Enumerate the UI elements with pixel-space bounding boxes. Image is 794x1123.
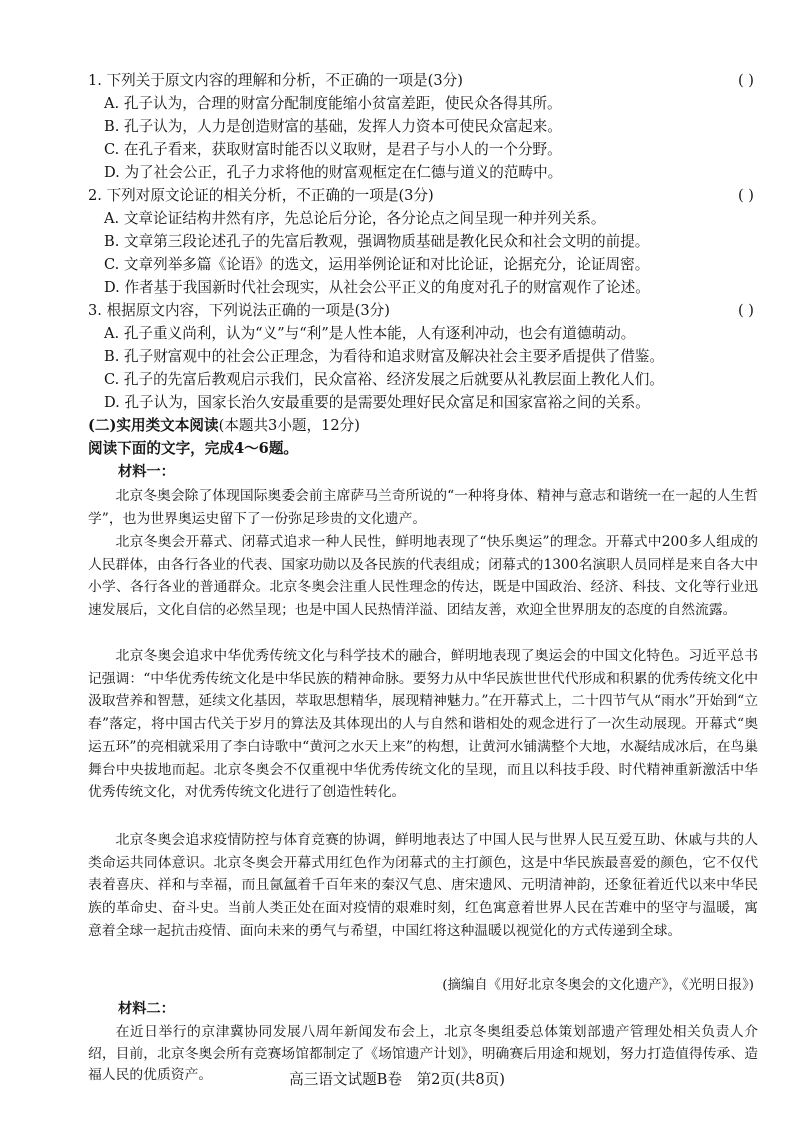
answer-bracket: ( ) bbox=[737, 187, 754, 204]
q3-option-b: B. 孔子财富观中的社会公正理念，为看待和追求财富及解决社会主要矛盾提供了借鉴。 bbox=[104, 348, 664, 365]
q1-option-d: D. 为了社会公正，孔子力求将他的财富观框定在仁德与道义的范畴中。 bbox=[104, 164, 563, 181]
q1-option-b: B. 孔子认为，人力是创造财富的基础，发挥人力资本可使民众富起来。 bbox=[104, 118, 562, 135]
material1-paragraph-4: 北京冬奥会追求疫情防控与体育竞赛的协调，鲜明地表达了中国人民与世界人民互爱互助、休戚与共的人类命运共同体意识。北京冬奥会开幕式用红色作为闭幕式的主打颜色，这是中华民族最喜爱的颜色，它不仅代表着喜庆、祥和与幸福，而且氤氲着千百年来的秦汉气息、唐宋遗风、元明清神韵，还象征着近代以来中华民族的革命史、奋斗史。当前人类正处在面对疫情的艰难时刻，红色寓意着世界人民在苦难中的坚守与温暖，寓意着全球一起抗击疫情、面向未来的勇气与希望，中国红将这种温暖以视觉化的方式传递到全球。 bbox=[88, 832, 758, 939]
q2-option-b: B. 文章第三段论述孔子的先富后教观，强调物质基础是教化民众和社会文明的前提。 bbox=[104, 233, 650, 250]
q3-option-d: D. 孔子认为，国家长治久安最重要的是需要处理好民众富足和国家富裕之间的关系。 bbox=[104, 394, 650, 411]
material2-paragraph: 在近日举行的京津冀协同发展八周年新闻发布会上，北京冬奥组委总体策划部遗产管理处相关负责人介绍，目前，北京冬奥会所有竞赛场馆都制定了《场馆遗产计划》，明确赛后用途和规划，努力打造值得传承、造福人民的优质资产。 bbox=[88, 1024, 758, 1083]
q3-option-a: A. 孔子重义尚利，认为“义”与“利”是人性本能，人有逐利冲动，也会有道德萌动。 bbox=[104, 325, 636, 342]
answer-bracket: ( ) bbox=[737, 72, 754, 89]
answer-bracket: ( ) bbox=[737, 302, 754, 319]
material1-paragraph-2: 北京冬奥会开幕式、闭幕式追求一种人民性，鲜明地表现了“快乐奥运”的理念。开幕式中200多人组成的人民群体，由各行各业的代表、国家功勋以及各民族的代表组成；闭幕式的1300名演职人员同样是来自各大中小学、各行各业的普通群众。北京冬奥会注重人民性理念的传达，既是中国政治、经济、科技、文化等行业迅速发展后，文化自信的必然呈现；也是中国人民热情洋溢、团结友善，欢迎全世界朋友的态度的自然流露。 bbox=[88, 534, 758, 619]
section-heading: (二)实用类文本阅读(本题共3小题，12分) bbox=[88, 417, 360, 434]
material1-label: 材料一： bbox=[118, 464, 175, 480]
q2-option-c: C. 文章列举多篇《论语》的选文，运用举例论证和对比论证，论据充分，论证周密。 bbox=[104, 256, 650, 273]
material1-paragraph-3: 北京冬奥会追求中华优秀传统文化与科学技术的融合，鲜明地表现了奥运会的中国文化特色。习近平总书记强调：“中华优秀传统文化是中华民族的精神命脉。要努力从中华民族世世代代形成和积累的优秀传统文化中汲取营养和智慧，延续文化基因，萃取思想精华，展现精神魅力。”在开幕式上，二十四节气从“雨水”开始到“立春”落定，将中国古代关于岁月的算法及其体现出的人与自然和谐相处的观念进行了一次生动展现。开幕式“奥运五环”的亮相就采用了李白诗歌中“黄河之水天上来”的构想，让黄河水铺满整个大地，水凝结成冰后，在鸟巢舞台中央拔地而起。北京冬奥会不仅重视中华优秀传统文化的呈现，而且以科技手段、时代精神重新激活中华优秀传统文化，对优秀传统文化进行了创造性转化。 bbox=[88, 648, 758, 801]
q1-option-c: C. 在孔子看来，获取财富时能否以义取财，是君子与小人的一个分野。 bbox=[104, 141, 562, 158]
material1-source: (摘编自《用好北京冬奥会的文化遗产》，《光明日报》) bbox=[442, 978, 754, 993]
q3-stem: 3. 根据原文内容，下列说法正确的一项是(3分) ( ) bbox=[88, 300, 754, 322]
q2-option-a: A. 文章论证结构井然有序，先总论后分论，各分论点之间呈现一种并列关系。 bbox=[104, 210, 606, 227]
material1-paragraph-1: 北京冬奥会除了体现国际奥委会前主席萨马兰奇所说的“一种将身体、精神与意志和谐统一在一起的人生哲学”，也为世界奥运史留下了一份弥足珍贵的文化遗产。 bbox=[88, 488, 758, 527]
q2-option-d: D. 作者基于我国新时代社会现实，从社会公平正义的角度对孔子的财富观作了论述。 bbox=[104, 279, 650, 296]
q2-stem: 2. 下列对原文论证的相关分析，不正确的一项是(3分) ( ) bbox=[88, 185, 754, 207]
q3-option-c: C. 孔子的先富后教观启示我们，民众富裕、经济发展之后就要从礼教层面上教化人们。 bbox=[104, 371, 664, 388]
q1-stem: 1. 下列关于原文内容的理解和分析，不正确的一项是(3分) ( ) bbox=[88, 70, 754, 92]
page-footer: 高三语文试题B卷 第2页(共8页) bbox=[289, 1071, 505, 1088]
q1-option-a: A. 孔子认为，合理的财富分配制度能缩小贫富差距，使民众各得其所。 bbox=[104, 95, 562, 112]
section-instruction: 阅读下面的文字，完成4～6题。 bbox=[88, 440, 299, 457]
material2-label: 材料二： bbox=[118, 1001, 175, 1017]
